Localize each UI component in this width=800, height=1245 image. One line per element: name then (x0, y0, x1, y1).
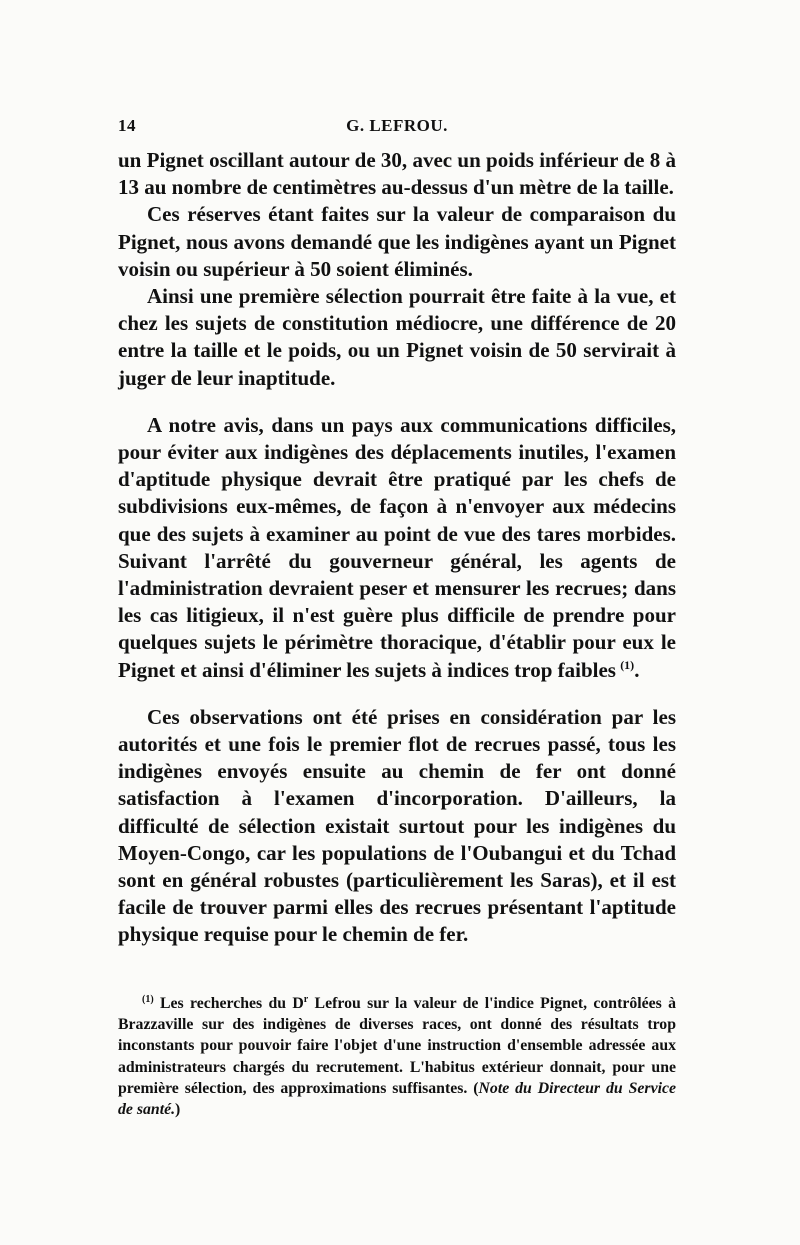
footnote-editor-note: Note du Directeur du Service de santé. (118, 1079, 676, 1119)
footnote-superscript: r (303, 994, 309, 1005)
running-title: G. LEFROU. (346, 116, 448, 135)
paragraph-2: Ces réserves étant faites sur la valeur de comparaison du Pignet, nous avons demandé que les indigènes ayant un Pignet voisin ou supérieur à 50 soient éliminés. (118, 202, 676, 281)
body-text (118, 147, 676, 949)
page-header (118, 116, 676, 142)
footnote-marker: (1) (142, 994, 154, 1005)
footnote (118, 993, 676, 1120)
paragraph-5: Ces observations ont été prises en considération par les autorités et une fois le premier flot de recrues passé, tous les indigènes envoyés ensuite au chemin de fer ont donné satisfaction à l'examen d'incorporation. D'ailleurs, la difficulté de sélection existait surtout pour les indigènes du Moyen-Congo, car les populations de l'Oubangui et du Tchad sont en général robustes (particulièrement les Saras), et il est facile de trouver parmi elles des recrues présentant l'aptitude physique requise pour le chemin de fer. (118, 704, 676, 947)
paragraph-3: Ainsi une première sélection pourrait être faite à la vue, et chez les sujets de constitution médiocre, une différence de 20 entre la taille et le poids, ou un Pignet voisin de 50 servirait à juger de leur inaptitude. (118, 284, 676, 390)
footnote-reference: (1) (620, 657, 635, 672)
footnote-text-b: Lefrou sur la valeur de l'indice Pignet, contrôlées à Brazzaville sur des indigènes de diverses races, ont donné des résultats trop inconstants pour pouvoir faire l'objet d'une instruction d'ensemble adressée aux administrateurs chargés du recrutement. L'habitus extérieur donnait, pour une première sélection, des approximations suffisantes. ( (118, 995, 677, 1097)
page-number: 14 (118, 116, 136, 135)
paragraph-4 (118, 412, 676, 684)
footnote-text-c: ) (175, 1101, 181, 1119)
paragraph-4-text: A notre avis, dans un pays aux communications difficiles, pour éviter aux indigènes des déplacements inutiles, l'examen d'aptitude physique devrait être pratiqué par les chefs de subdivisions eux-mêmes, de façon à n'envoyer aux médecins que des sujets à examiner au point de vue des tares morbides. Suivant l'arrêté du gouverneur général, les agents de l'administration devraient peser et mensurer les recrues; dans les cas litigieux, il n'est guère plus difficile de prendre pour quelques sujets le périmètre thoracique, d'établir pour eux le Pignet et ainsi d'éliminer les sujets à indices trop faibles (118, 412, 676, 682)
paragraph-1: un Pignet oscillant autour de 30, avec un poids inférieur de 8 à 13 au nombre de centimètres au-dessus d'un mètre de la taille. (118, 148, 676, 200)
footnote-text-a: Les recherches du D (159, 995, 304, 1012)
paragraph-4-end: . (634, 657, 640, 682)
